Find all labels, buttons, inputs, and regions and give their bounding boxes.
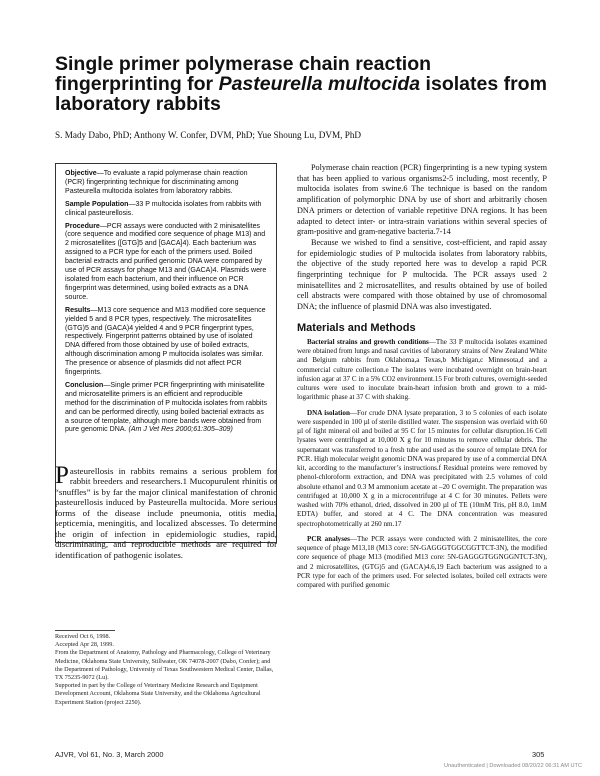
dna-isolation-label: DNA isolation [307, 408, 350, 417]
article-title [55, 54, 555, 114]
footnote-affiliation: From the Department of Anatomy, Pathology and Pharmacology, College of Veterinary Medicine, Oklahoma State University, Stillwater, OK 74078-2007 (Dabo, Confer); and the Department of Pathology, University of Texas Southwestern Medical Center, Dallas, TX 75235-9072 (Lu). [55, 649, 274, 682]
right-column [297, 163, 547, 590]
intro-paragraph [55, 462, 277, 560]
pcr-analyses-paragraph [297, 535, 547, 591]
abstract-sample [65, 201, 267, 219]
introduction [55, 462, 277, 560]
footnote-received: Received Oct 6, 1998. [55, 633, 111, 640]
abstract-procedure [65, 223, 267, 303]
footnotes [55, 633, 277, 707]
author-list: S. Mady Dabo, PhD; Anthony W. Confer, DVM, PhD; Yue Shoung Lu, DVM, PhD [55, 130, 362, 140]
abstract-objective [65, 170, 267, 197]
abstract-procedure-text: —PCR assays were conducted with 2 minisatellites (core sequence and modified core sequence of phage M13) and 2 microsatellites ([GTG]5 and [GACA]4). Each bacterium was assigned to a PCR type for each of the primers used. Boiled bacterial extracts and purified genomic DNA were compared by use of PCR assays for phage M13 and (GACA)4. Plasmids were isolated from each bacterium, and their influence on PCR fingerprint was determined, using boiled extracts as a DNA source. [65, 222, 267, 301]
intro-dropcap: P [55, 462, 69, 489]
pcr-analyses-label: PCR analyses [307, 534, 350, 543]
abstract-conclusion-label: Conclusion [65, 381, 104, 389]
abstract-sample-label: Sample Population [65, 200, 129, 208]
dna-isolation-paragraph [297, 409, 547, 529]
strains-label: Bacterial strains and growth conditions [307, 337, 429, 346]
article-title-part1: Single primer polymerase chain reaction fingerprinting for [55, 53, 432, 95]
article-title-species: Pasteurella multocida [218, 73, 421, 95]
abstract-conclusion [65, 382, 267, 435]
page-number: 305 [532, 750, 545, 759]
footnote-accepted: Accepted Apr 28, 1999. [55, 641, 114, 649]
abstract-objective-label: Objective [65, 170, 97, 177]
abstract-sample-text: —33 P multocida isolates from rabbits with clinical pasteurellosis. [65, 200, 262, 217]
pcr-intro-paragraph: Polymerase chain reaction (PCR) fingerprinting is a new typing system that has been applied to various organisms2-5 including, most recently, P multocida isolates from swine.6 The technique is based on the random amplification of polymorphic DNA by use of short and arbitrarily chosen DNA primers or detection of variable repetitive DNA regions. It has been adapted to detect inter- or intra-strain variations within several species of gram-positive and gram-negative bacteria.7-14 [297, 163, 547, 237]
abstract-results-text: —M13 core sequence and M13 modified core sequence yielded 5 and 8 PCR types, respectively. The microsatellites (GTG)5 and (GACA)4 yielded 4 and 9 PCR fingerprint types, respectively. Fingerprint patterns obtained by use of isolated DNA differed from those obtained by use of boiled extracts, although discrimination among P multocida isolates was similar. The presence or absence of plasmids did not affect PCR fingerprints. [65, 306, 266, 377]
abstract-conclusion-text: —Single primer PCR fingerprinting with minisatellite and microsatellite primers is an efficient and reproducible method for the discrimination of P multocida isolates from rabbits and can be performed directly, using boiled bacterial extracts as a source of template, although more bands were obtained from pure genomic DNA. [65, 381, 267, 434]
aim-paragraph: Because we wished to find a sensitive, cost-efficient, and rapid assay for epidemiologic studies of P multocida isolates from laboratory rabbits, the objective of the study reported here was to develop a rapid PCR fingerprinting technique for P multocida. The PCR assays used 2 minisatellites and 2 microsatellites, and results obtained by use of boiled cell abstracts were compared with those obtained by use of chromosomal DNA; the influence of plasmid DNA was also investigated. [297, 237, 547, 312]
strains-text: —The 33 P multocida isolates examined were obtained from lungs and nasal cavities of laboratory strains of New Zealand White and Belgium rabbits from Oklahoma,a Texas,b Michigan,c Minnesota,d and a commercial culture collection.e The isolates were incubated overnight on brain-heart infusion agar at 37 C in a 5% CO2 environment.15 For broth cultures, overnight-seeded cultures were used to inoculate brain-heart infusion broth and grown to a mid-logarithmic phase at 37 C with shaking. [297, 337, 547, 402]
article-title-part2: isolates from laboratory rabbits [55, 73, 547, 115]
abstract-results [65, 307, 267, 378]
dna-isolation-text: —For crude DNA lysate preparation, 3 to 5 colonies of each isolate were suspended in 100 µl of sterile distilled water. The suspension was overlaid with 60 µl of light mineral oil and boiled at 95 C for 15 minutes for cellular disruption.16 Cell lysates were centrifuged at 10,000 X g for 10 minutes to remove cellular debris. The supernatant was transferred to a fresh tube and used as the source of template DNA for PCR. High molecular weight genomic DNA was prepared by use of a commercial DNA kit, according to the manufacturer’s instructions.f Residual proteins were removed by phenol-chloroform extraction, and DNA was precipitated with 2.5 volumes of cold absolute ethanol and 0.3 M ammonium acetate at –20 C overnight. The preparation was centrifuged at 10,000 X g in a microcentrifuge at 4 C for 30 minutes. Pellets were washed with 70% ethanol, dried, dissolved in 200 µl of TE (10mM Tris, pH 8.0, 1mM EDTA) buffer, and stored at 4 C. The DNA concentration was measured spectrophotometrically at 260 nm.17 [297, 408, 547, 528]
footnote-divider [55, 630, 115, 631]
strains-paragraph [297, 338, 547, 403]
footnote-support: Supported in part by the College of Veterinary Medicine Research and Equipment Development Account, Oklahoma State University, and the Oklahoma Agricultural Experiment Station (project 2250). [55, 682, 261, 706]
journal-footer: AJVR, Vol 61, No. 3, March 2000 [55, 750, 164, 759]
intro-text: asteurellosis in rabbits remains a serious problem for rabbit breeders and researchers.1 Mucopurulent rhinitis or “snuffles” is by far the major clinical manifestation of chronic pasteurellosis induced by Pasteurella multocida. More serious forms of the disease include pneumonia, otitis media, septicemia, meningitis, and localized abscesses. To determine the origin of infection in epidemiologic studies, rapid, discriminating, and reproducible methods are required for identification of pathogenic isolates. [55, 466, 277, 560]
methods-heading: Materials and Methods [297, 321, 416, 334]
pcr-analyses-text: —The PCR assays were conducted with 2 minisatellites, the core sequence of phage M13,18 (M13 core: 5N-GAGGGTGGCGGTTCT-3N), the modified core sequence of phage M13 (modified M13 core: 5N-GAGGGTGGNGGNTCT-3N), and 2 microsatellites, (GTG)5 and (GACA)4.6,19 Each bacterium was assigned to a PCR type for each of the primers used. For selected isolates, boiled cell extracts were compared with purified genomic [297, 534, 547, 590]
abstract-citation: (Am J Vet Res 2000;61:305–309) [128, 426, 233, 434]
download-note: Unauthenticated | Downloaded 08/20/22 06:31 AM UTC [444, 763, 582, 769]
abstract-objective-text: —To evaluate a rapid polymerase chain reaction (PCR) fingerprinting technique for discriminating among Pasteurella multocida isolates from laboratory rabbits. [65, 170, 248, 195]
abstract-procedure-label: Procedure [65, 222, 100, 230]
abstract-results-label: Results [65, 306, 91, 314]
